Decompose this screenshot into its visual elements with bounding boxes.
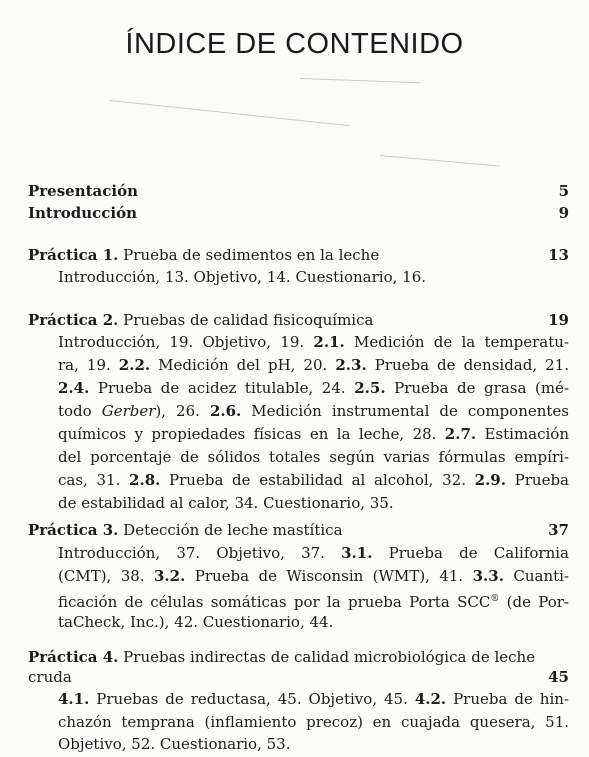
toc-entry-details: químicos y propiedades físicas en la leche, 28. 2.7. Estimación (58, 425, 569, 443)
toc-entry-details: Objetivo, 52. Cuestionario, 53. (58, 735, 291, 753)
toc-page-number: 13 (548, 246, 569, 264)
practice-number: Práctica 2. (28, 311, 119, 329)
practice-title: Pruebas de calidad fisicoquímica (118, 311, 374, 329)
toc-entry-practica-4-cont (28, 667, 569, 688)
scan-streak (110, 100, 349, 126)
toc-entry-practica-4[interactable] (28, 647, 569, 668)
practice-title: Detección de leche mastítica (118, 521, 343, 539)
toc-entry-details: de estabilidad al calor, 34. Cuestionario, 35. (58, 494, 394, 512)
toc-entry-presentacion[interactable] (28, 181, 569, 202)
toc-entry-details: chazón temprana (inflamiento precoz) en cuajada quesera, 51. (58, 713, 569, 731)
toc-entry-details: taCheck, Inc.), 42. Cuestionario, 44. (58, 613, 334, 631)
practice-number: Práctica 1. (28, 246, 119, 264)
practice-number: Práctica 4. (28, 648, 119, 666)
toc-entry-details: ficación de células somáticas por la prueba Porta SCC® (de Por- (58, 593, 569, 611)
toc-entry-label: Presentación (28, 182, 139, 200)
toc-entry-details: todo Gerber), 26. 2.6. Medición instrumental de componentes (58, 402, 569, 420)
toc-entry-details: cas, 31. 2.8. Prueba de estabilidad al alcohol, 32. 2.9. Prueba (58, 471, 569, 489)
toc-entry-details: del porcentaje de sólidos totales según varias fórmulas empíri- (58, 448, 569, 466)
practice-number: Práctica 3. (28, 521, 119, 539)
practice-title-cont: cruda (28, 668, 72, 686)
practice-title: Prueba de sedimentos en la leche (118, 246, 380, 264)
toc-entry-details: Introducción, 37. Objetivo, 37. 3.1. Prueba de California (58, 544, 569, 562)
toc-entry-practica-2[interactable] (28, 310, 569, 331)
toc-entry-practica-3[interactable] (28, 520, 569, 541)
toc-page-number: 5 (558, 182, 569, 200)
practice-title: Pruebas indirectas de calidad microbiológica de leche (118, 648, 536, 666)
toc-entry-heading (28, 310, 373, 331)
toc-entry-heading (28, 520, 343, 541)
page-title: ÍNDICE DE CONTENIDO (125, 28, 464, 60)
toc-page-number: 19 (548, 311, 569, 329)
scan-streak (380, 155, 500, 166)
toc-entry-details: ra, 19. 2.2. Medición del pH, 20. 2.3. Prueba de densidad, 21. (58, 356, 569, 374)
toc-entry-introduccion[interactable] (28, 203, 569, 224)
toc-entry-details: (CMT), 38. 3.2. Prueba de Wisconsin (WMT), 41. 3.3. Cuanti- (58, 567, 569, 585)
toc-entry-heading (28, 245, 379, 266)
toc-page-number: 45 (548, 668, 569, 686)
toc-entry-label: Introducción (28, 204, 138, 222)
scan-streak (300, 78, 420, 83)
toc-entry-details: 4.1. Pruebas de reductasa, 45. Objetivo, 45. 4.2. Prueba de hin- (58, 690, 569, 708)
toc-entry-practica-1[interactable] (28, 245, 569, 266)
toc-entry-details: 2.4. Prueba de acidez titulable, 24. 2.5. Prueba de grasa (mé- (58, 379, 570, 397)
toc-entry-heading (28, 647, 535, 668)
toc-entry-details: Introducción, 19. Objetivo, 19. 2.1. Medición de la temperatu- (58, 333, 569, 351)
toc-page-number: 37 (548, 521, 569, 539)
toc-entry-details: Introducción, 13. Objetivo, 14. Cuestionario, 16. (58, 268, 427, 286)
toc-page-number: 9 (558, 204, 569, 222)
